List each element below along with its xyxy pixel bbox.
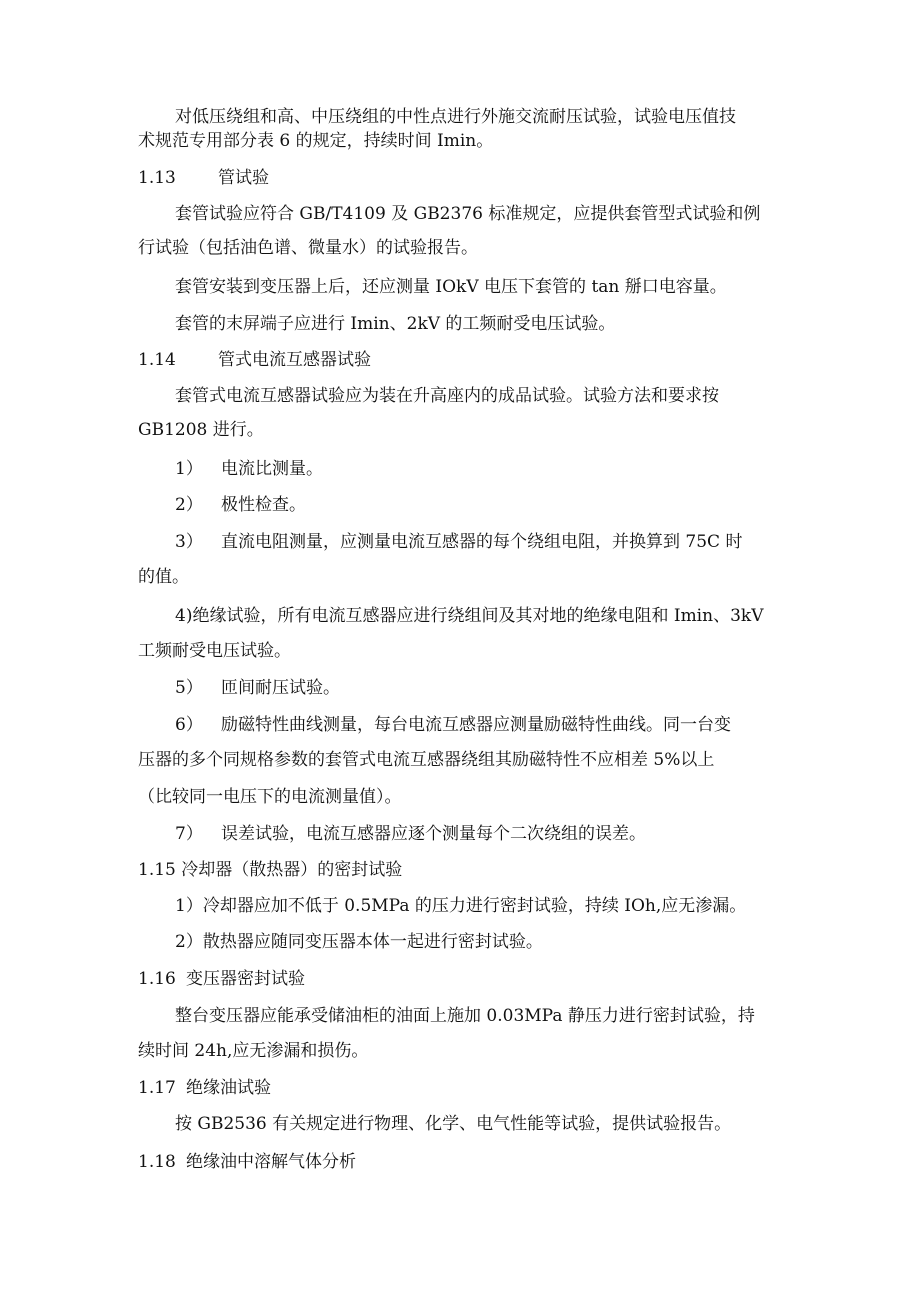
list-item-number: 7） (175, 824, 203, 844)
paragraph-line: GB1208 进行。 (138, 420, 264, 440)
list-item-text: 误差试验，电流互感器应逐个测量每个二次绕组的误差。 (221, 824, 646, 844)
section-heading: 管试验 (218, 168, 269, 188)
list-item-text: 1）冷却器应加不低于 0.5MPa 的压力进行密封试验，持续 IOh,应无渗漏。 (175, 896, 747, 916)
section-number: 1.16 (138, 969, 176, 989)
list-item-text: 的值。 (138, 567, 189, 587)
paragraph-line: 行试验（包括油色谱、微量水）的试验报告。 (138, 238, 478, 258)
paragraph-line: 套管的末屏端子应进行 Imin、2kV 的工频耐受电压试验。 (175, 314, 616, 334)
section-number: 1.17 (138, 1078, 176, 1098)
section-number: 1.18 (138, 1152, 176, 1172)
section-number: 1.14 (138, 350, 176, 370)
list-item-text: 励磁特性曲线测量，每台电流互感器应测量励磁特性曲线。同一台变 (221, 715, 731, 735)
section-heading: 绝缘油中溶解气体分析 (186, 1152, 356, 1172)
section-number: 1.13 (138, 168, 176, 188)
paragraph-line: 术规范专用部分表 6 的规定，持续时间 Imin。 (138, 131, 494, 151)
section-heading: 1.15 冷却器（散热器）的密封试验 (138, 860, 403, 880)
paragraph-line: 套管试验应符合 GB/T4109 及 GB2376 标准规定，应提供套管型式试验和例 (175, 204, 761, 224)
paragraph-line: 套管式电流互感器试验应为装在升高座内的成品试验。试验方法和要求按 (175, 386, 719, 406)
list-item-text: 2）散热器应随同变压器本体一起进行密封试验。 (175, 932, 543, 952)
section-heading: 绝缘油试验 (186, 1078, 271, 1098)
list-item-text: 直流电阻测量，应测量电流互感器的每个绕组电阻，并换算到 75C 时 (221, 532, 743, 552)
paragraph-line: 按 GB2536 有关规定进行物理、化学、电气性能等试验，提供试验报告。 (175, 1114, 732, 1134)
list-item-number: 2） (175, 495, 203, 515)
list-item-text: 压器的多个同规格参数的套管式电流互感器绕组其励磁特性不应相差 5%以上 (138, 750, 715, 770)
list-item-text: （比较同一电压下的电流测量值）。 (138, 787, 402, 807)
section-heading: 管式电流互感器试验 (218, 350, 371, 370)
list-item-text: 匝间耐压试验。 (221, 678, 340, 698)
paragraph-line: 整台变压器应能承受储油柜的油面上施加 0.03MPa 静压力进行密封试验，持 (175, 1006, 755, 1026)
list-item-number: 6） (175, 715, 203, 735)
list-item-text: 工频耐受电压试验。 (138, 641, 291, 661)
list-item-number: 5） (175, 678, 203, 698)
paragraph-line: 对低压绕组和高、中压绕组的中性点进行外施交流耐压试验，试验电压值技 (175, 107, 736, 127)
paragraph-line: 套管安装到变压器上后，还应测量 IOkV 电压下套管的 tan 掰口电容量。 (175, 277, 727, 297)
paragraph-line: 续时间 24h,应无渗漏和损伤。 (138, 1041, 369, 1061)
list-item-number: 1） (175, 459, 203, 479)
list-item-text: 4)绝缘试验，所有电流互感器应进行绕组间及其对地的绝缘电阻和 Imin、3kV (175, 606, 764, 626)
list-item-text: 电流比测量。 (221, 459, 323, 479)
section-heading: 变压器密封试验 (186, 969, 305, 989)
list-item-text: 极性检查。 (221, 495, 306, 515)
list-item-number: 3） (175, 532, 203, 552)
